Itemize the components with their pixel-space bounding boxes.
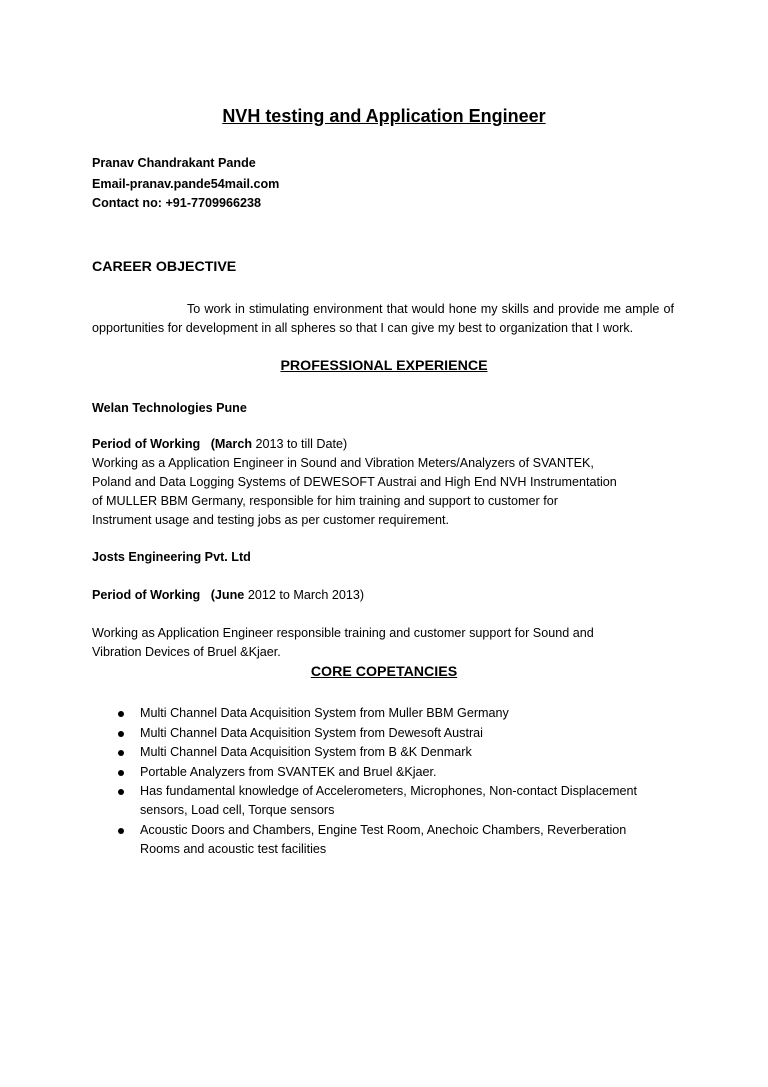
job-company: Josts Engineering Pvt. Ltd: [92, 550, 251, 564]
list-item-text: Acoustic Doors and Chambers, Engine Test Room, Anechoic Chambers, Reverberation Rooms and acoustic test facilities: [140, 822, 627, 856]
period-label: Period of Working: [92, 588, 201, 602]
list-item-text: Multi Channel Data Acquisition System from Dewesoft Austrai: [140, 725, 483, 740]
job-description-line: Working as Application Engineer responsible training and customer support for Sound and: [92, 626, 594, 640]
list-item: [118, 743, 678, 762]
core-competencies-heading: CORE COPETANCIES: [310, 664, 458, 680]
list-item: [118, 821, 630, 859]
job-description-line: Vibration Devices of Bruel &Kjaer.: [92, 645, 281, 659]
list-item: [118, 704, 678, 723]
period-start: June: [214, 588, 245, 602]
period-label: Period of Working: [92, 437, 201, 451]
document-title: NVH testing and Application Engineer: [222, 106, 546, 126]
professional-experience-heading: PROFESSIONAL EXPERIENCE: [280, 358, 488, 374]
career-objective-text: To work in stimulating environment that would hone my skills and provide me ample of opportunities for development in all spheres so that I can give my best to organization that I work.: [92, 302, 674, 335]
list-item: [118, 724, 678, 743]
job-description-line: Instrument usage and testing jobs as per customer requirement.: [92, 513, 450, 527]
bullet-icon: [118, 770, 124, 776]
bullet-icon: [118, 731, 124, 737]
competencies-list: [118, 704, 678, 859]
period-rest: 2013 to till Date): [252, 437, 348, 451]
candidate-name: Pranav Chandrakant Pande: [92, 156, 256, 170]
period-start: March: [214, 437, 253, 451]
bullet-icon: [118, 711, 124, 717]
list-item: [118, 782, 660, 820]
candidate-phone: Contact no: +91-7709966238: [92, 196, 262, 210]
job-description-line: of MULLER BBM Germany, responsible for him training and support to customer for: [92, 494, 558, 508]
list-item-text: Multi Channel Data Acquisition System from Muller BBM Germany: [140, 706, 509, 720]
list-item-text: Has fundamental knowledge of Accelerometers, Microphones, Non-contact Displacement sensors, Load cell, Torque sensors: [140, 784, 638, 817]
job-description-line: Working as a Application Engineer in Sound and Vibration Meters/Analyzers of SVANTEK,: [92, 456, 594, 470]
list-item: [118, 763, 678, 782]
candidate-email: Email-pranav.pande54mail.com: [92, 177, 280, 191]
job-period: [92, 437, 347, 451]
job-period: [92, 588, 364, 602]
job-company: Welan Technologies Pune: [92, 401, 247, 415]
job-description-line: Poland and Data Logging Systems of DEWESOFT Austrai and High End NVH Instrumentation: [92, 475, 617, 489]
period-rest: 2012 to March 2013): [244, 588, 365, 602]
bullet-icon: [118, 750, 124, 756]
list-item-text: Multi Channel Data Acquisition System from B &K Denmark: [140, 745, 472, 759]
bullet-icon: [118, 828, 124, 834]
period-open: (: [210, 437, 215, 451]
bullet-icon: [118, 789, 124, 795]
list-item-text: Portable Analyzers from SVANTEK and Bruel &Kjaer.: [140, 764, 437, 779]
career-objective-heading: CAREER OBJECTIVE: [92, 259, 237, 275]
period-open: (: [210, 588, 215, 602]
